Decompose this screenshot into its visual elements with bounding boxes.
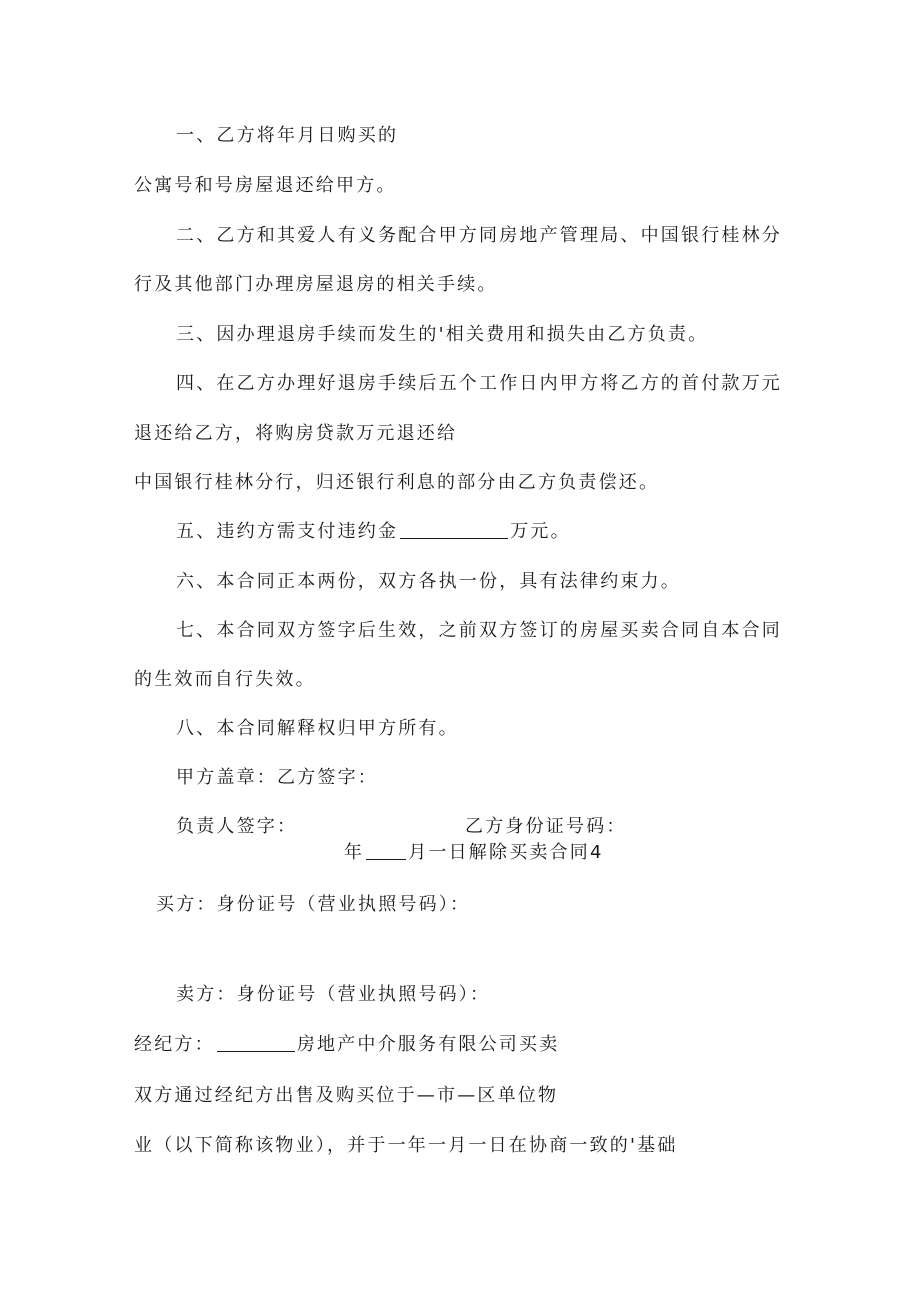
- clause-4-line-3: 中国银行桂林分行，归还银行利息的部分由乙方负责偿还。: [134, 472, 660, 493]
- seller-id-line: 卖方：身份证号（营业执照号码）：: [176, 984, 491, 1005]
- buyer-id-line: 买方：身份证号（营业执照号码）：: [156, 894, 471, 915]
- clause-4-line-1: 四、在乙方办理好退房手续后五个工作日内甲方将乙方的首付款万元: [176, 373, 782, 394]
- clause-5-unit: 万元。: [510, 521, 571, 542]
- penalty-amount-blank: [400, 520, 508, 539]
- agent-company: 房地产中介服务有限公司买卖: [296, 1034, 560, 1055]
- clause-1-line-1: 一、乙方将年月日购买的: [176, 125, 399, 146]
- agent-line: [134, 1033, 559, 1057]
- agent-name-blank: [217, 1033, 295, 1052]
- responsible-person-signature: 负责人签字：: [176, 816, 298, 837]
- clause-2-line-1: 二、乙方和其爱人有义务配合甲方同房地产管理局、中国银行桂林分: [176, 225, 782, 246]
- agent-label: 经纪方：: [134, 1034, 215, 1055]
- party-b-id-number: 乙方身份证号码：: [465, 816, 627, 837]
- contract-title: 月一日解除买卖合同4: [408, 842, 604, 863]
- property-agreement-line: 业（以下简称该物业），并于一年一月一日在协商一致的'基础: [134, 1135, 678, 1156]
- clause-5: [176, 520, 571, 544]
- clause-8: 八、本合同解释权归甲方所有。: [176, 718, 459, 739]
- clause-4-line-2: 退还给乙方，将购房贷款万元退还给: [134, 423, 458, 444]
- date-title-line: [344, 841, 604, 865]
- property-location-line: 双方通过经纪方出售及购买位于—市—区单位物: [134, 1085, 559, 1106]
- signature-line: 甲方盖章：乙方签字：: [176, 767, 378, 788]
- clause-5-text: 五、违约方需支付违约金: [176, 521, 399, 542]
- clause-7-line-2: 的生效而自行失效。: [134, 669, 316, 690]
- clause-2-line-2: 行及其他部门办理房屋退房的相关手续。: [134, 274, 498, 295]
- clause-6: 六、本合同正本两份，双方各执一份，具有法律约束力。: [176, 571, 681, 592]
- clause-1-line-2: 公寓号和号房屋退还给甲方。: [134, 175, 397, 196]
- clause-3: 三、因办理退房手续而发生的'相关费用和损失由乙方负责。: [176, 324, 709, 345]
- date-year: 年: [344, 842, 365, 863]
- clause-7-line-1: 七、本合同双方签字后生效，之前双方签订的房屋买卖合同自本合同: [176, 620, 782, 641]
- month-blank: [366, 841, 406, 860]
